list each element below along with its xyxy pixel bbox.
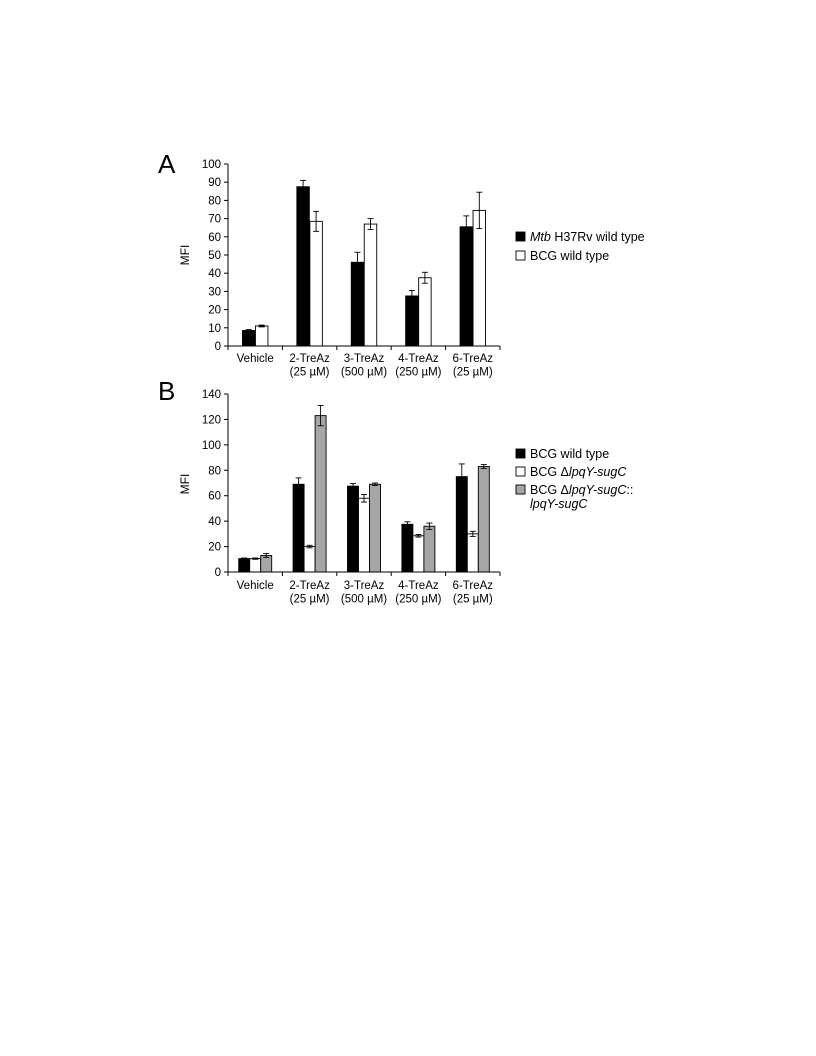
x-category-label: 6-TreAz (452, 580, 494, 592)
bar (364, 224, 377, 346)
chart-panel-b (158, 376, 633, 606)
y-tick-label: 120 (201, 414, 221, 427)
bar (402, 524, 413, 572)
panel-letter: B (158, 376, 176, 406)
y-tick-label: 10 (208, 322, 221, 335)
legend-swatch (516, 485, 525, 494)
y-tick-label: 60 (208, 231, 221, 244)
x-category-label: 4-TreAz (398, 353, 439, 365)
x-category-label: 2-TreAz (289, 353, 330, 365)
y-tick-label: 30 (208, 286, 221, 299)
x-category-label: (25 µM) (289, 593, 330, 606)
x-category-label: 2-TreAz (289, 580, 330, 592)
legend-label: BCG ΔlpqY-sugC:: (530, 483, 634, 497)
y-tick-label: 90 (208, 177, 221, 190)
x-category-label: (500 µM) (340, 593, 388, 606)
bar (255, 326, 268, 346)
bar (478, 466, 489, 572)
bar (351, 262, 364, 346)
y-tick-label: 50 (208, 250, 221, 262)
x-category-label: 3-TreAz (343, 580, 385, 592)
bar (250, 559, 261, 572)
y-tick-label: 0 (214, 567, 221, 579)
bar (456, 477, 467, 572)
y-tick-label: 20 (208, 541, 221, 554)
bar (419, 278, 432, 346)
bar (304, 547, 315, 572)
legend-label: BCG wild type (530, 249, 610, 263)
x-category-label: (250 µM) (395, 593, 442, 606)
x-category-label: 4-TreAz (398, 580, 439, 592)
x-category-label: (250 µM) (395, 366, 442, 379)
y-tick-label: 80 (208, 195, 221, 208)
bar (359, 498, 370, 572)
y-tick-label: 100 (201, 439, 221, 452)
panel-letter: A (158, 149, 176, 179)
y-tick-label: 60 (208, 490, 221, 503)
x-category-label: Vehicle (236, 353, 274, 365)
bar (348, 486, 359, 572)
bar (413, 536, 424, 572)
y-tick-label: 20 (208, 304, 221, 317)
x-category-label: (500 µM) (340, 366, 388, 379)
legend-label: BCG wild type (530, 447, 610, 461)
bar (297, 187, 310, 346)
x-category-label: (25 µM) (289, 366, 330, 379)
y-tick-label: 40 (208, 268, 221, 281)
bar (460, 227, 473, 346)
y-tick-label: 40 (208, 516, 221, 529)
y-tick-label: 0 (214, 341, 221, 353)
bar (370, 484, 381, 572)
chart-panel-a (158, 149, 645, 379)
y-tick-label: 100 (201, 159, 221, 171)
x-category-label: 3-TreAz (343, 353, 385, 365)
y-axis-title: MFI (178, 244, 192, 266)
y-tick-label: 140 (201, 389, 221, 401)
y-tick-label: 70 (208, 213, 221, 226)
x-category-label: Vehicle (236, 580, 274, 592)
bar (293, 484, 304, 572)
x-category-label: 6-TreAz (452, 353, 494, 365)
x-category-label: (25 µM) (452, 366, 493, 379)
bar (315, 416, 326, 572)
bar (473, 210, 486, 346)
legend-swatch (516, 232, 525, 241)
x-category-label: (25 µM) (452, 593, 493, 606)
y-tick-label: 80 (208, 465, 221, 478)
bar (310, 221, 323, 346)
bar (467, 534, 478, 572)
y-axis-title: MFI (178, 473, 192, 495)
legend-swatch (516, 467, 525, 476)
bar (406, 296, 419, 346)
legend-label: Mtb H37Rv wild type (530, 230, 645, 244)
bar (239, 559, 250, 572)
bar (242, 331, 255, 346)
bar (261, 555, 272, 572)
legend-label-line2: lpqY-sugC (530, 497, 588, 511)
legend-swatch (516, 449, 525, 458)
legend-label: BCG ΔlpqY-sugC (530, 465, 627, 479)
legend-swatch (516, 251, 525, 260)
bar (424, 526, 435, 572)
